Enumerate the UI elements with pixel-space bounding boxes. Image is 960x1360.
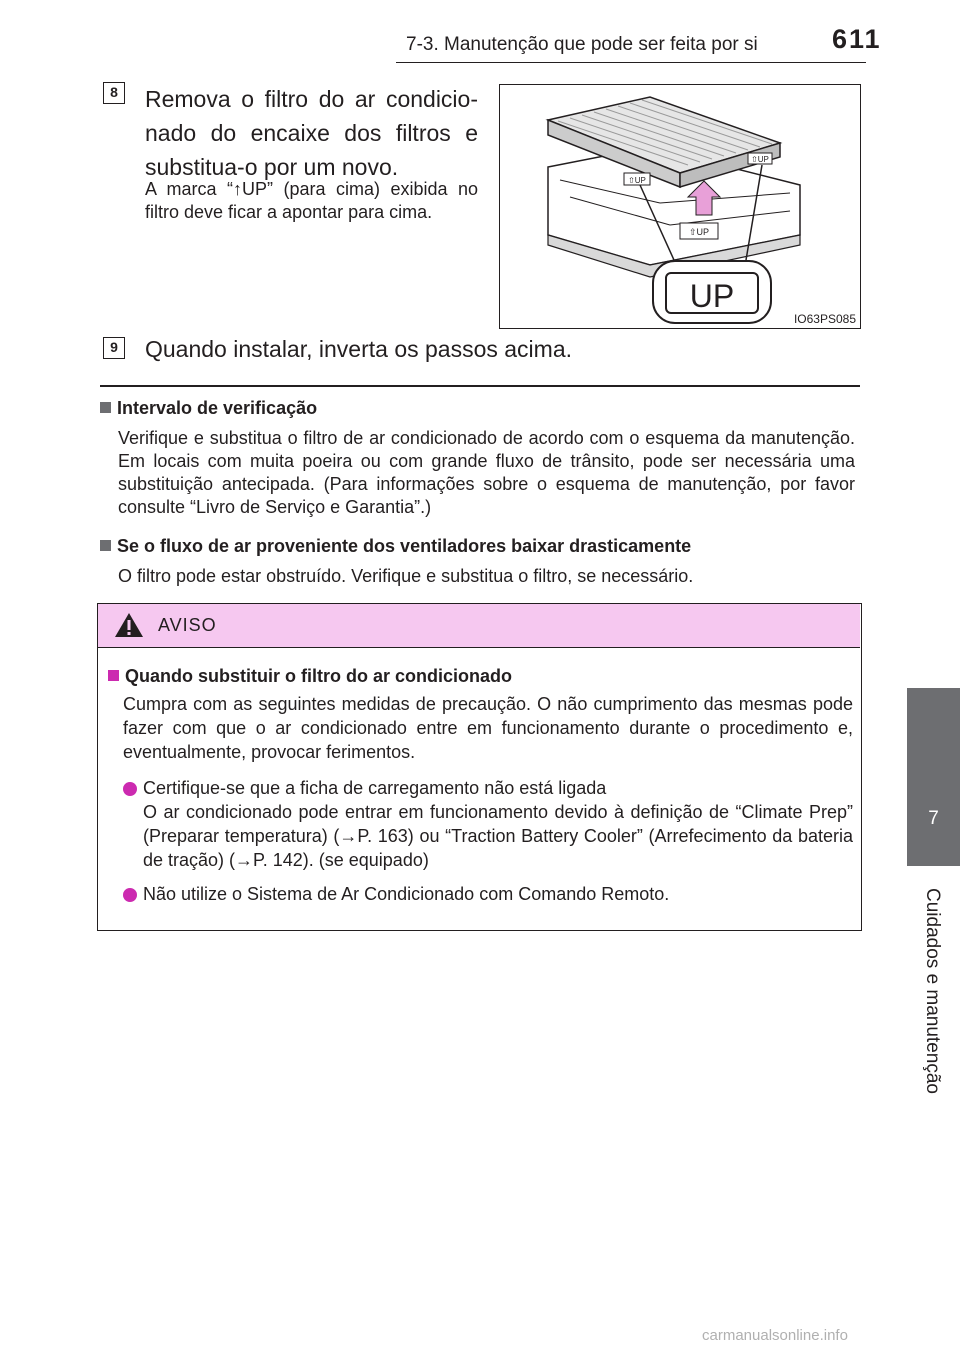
up-label: UP — [689, 278, 735, 314]
chapter-tab[interactable] — [907, 688, 960, 866]
warning-body: Cumpra com as seguintes medidas de precaução. O não cumprimento das mesmas pode fazer com que o ar condicionado entre em funcionamento durante o procedimento e, eventualmente, provocar ferimentos. — [123, 694, 853, 762]
warning-bullet-2: Não utilize o Sistema de Ar Condicionado com Comando Remoto. — [143, 884, 670, 904]
svg-text:⇧UP: ⇧UP — [688, 227, 710, 237]
warning-header — [98, 604, 860, 648]
chapter-number: 7 — [928, 808, 939, 829]
warning-label: AVISO — [158, 615, 217, 635]
square-bullet-icon — [108, 670, 119, 681]
section-title: 7-3. Manutenção que pode ser feita por si — [406, 34, 758, 55]
section-divider — [100, 385, 860, 387]
step-8-note: A marca “↑UP” (para cima) exibida no filtro deve ficar a apontar para cima. — [145, 179, 478, 222]
chapter-title — [913, 880, 951, 1102]
info-body-interval: Verifique e substitua o filtro de ar condicionado de acordo com o esquema da manutenção. Em locais com muita poeira ou com grande fluxo de trânsito, pode ser necessária uma substituição antecipada. (Para informações sobre o esquema de manutenção, por favor consulte “Livro de Serviço e Garantia”.) — [118, 428, 855, 517]
figure-code: IO63PS085 — [793, 312, 856, 326]
info-body-airflow: O filtro pode estar obstruído. Verifique e substitua o filtro, se necessário. — [118, 566, 694, 586]
step-number-8: 8 — [103, 82, 125, 104]
info-title-interval: Intervalo de verificação — [100, 396, 317, 420]
svg-text:⇧UP: ⇧UP — [751, 155, 769, 164]
chapter-title-text: Cuidados e manutenção — [922, 888, 943, 1094]
square-bullet-icon — [100, 540, 111, 551]
page-header — [0, 0, 960, 60]
warning-box — [97, 603, 862, 931]
filter-illustration — [499, 84, 861, 329]
step-number-9: 9 — [103, 337, 125, 359]
header-rule — [396, 62, 866, 63]
warning-triangle-icon — [114, 612, 144, 638]
page-number: 611 — [832, 24, 882, 54]
step-9-text: Quando instalar, inverta os passos acima. — [145, 336, 573, 362]
svg-text:⇧UP: ⇧UP — [628, 176, 646, 185]
info-title-airflow: Se o fluxo de ar proveniente dos ventiladores baixar drasticamente — [100, 534, 691, 558]
warning-bullet-1-title: Certifique-se que a ficha de carregamento não está ligada — [143, 778, 607, 798]
warning-title: Quando substituir o filtro do ar condicionado — [108, 666, 512, 687]
square-bullet-icon — [100, 402, 111, 413]
warning-bullet-1-body: O ar condicionado pode entrar em funcionamento devido à definição de “Climate Prep” (Preparar temperatura) (→P. 163) ou “Traction Battery Cooler” (Arrefecimento da bateria de tração) (→P. 142). (se equipado) — [143, 802, 853, 870]
bullet-dot-icon — [123, 782, 137, 796]
watermark: carmanualsonline.info — [702, 1327, 848, 1344]
bullet-dot-icon — [123, 888, 137, 902]
step-8-text: Remova o filtro do ar condicio-nado do encaixe dos filtros e substitua-o por um novo. — [145, 86, 478, 180]
cabin-filter-drawing — [500, 85, 859, 327]
